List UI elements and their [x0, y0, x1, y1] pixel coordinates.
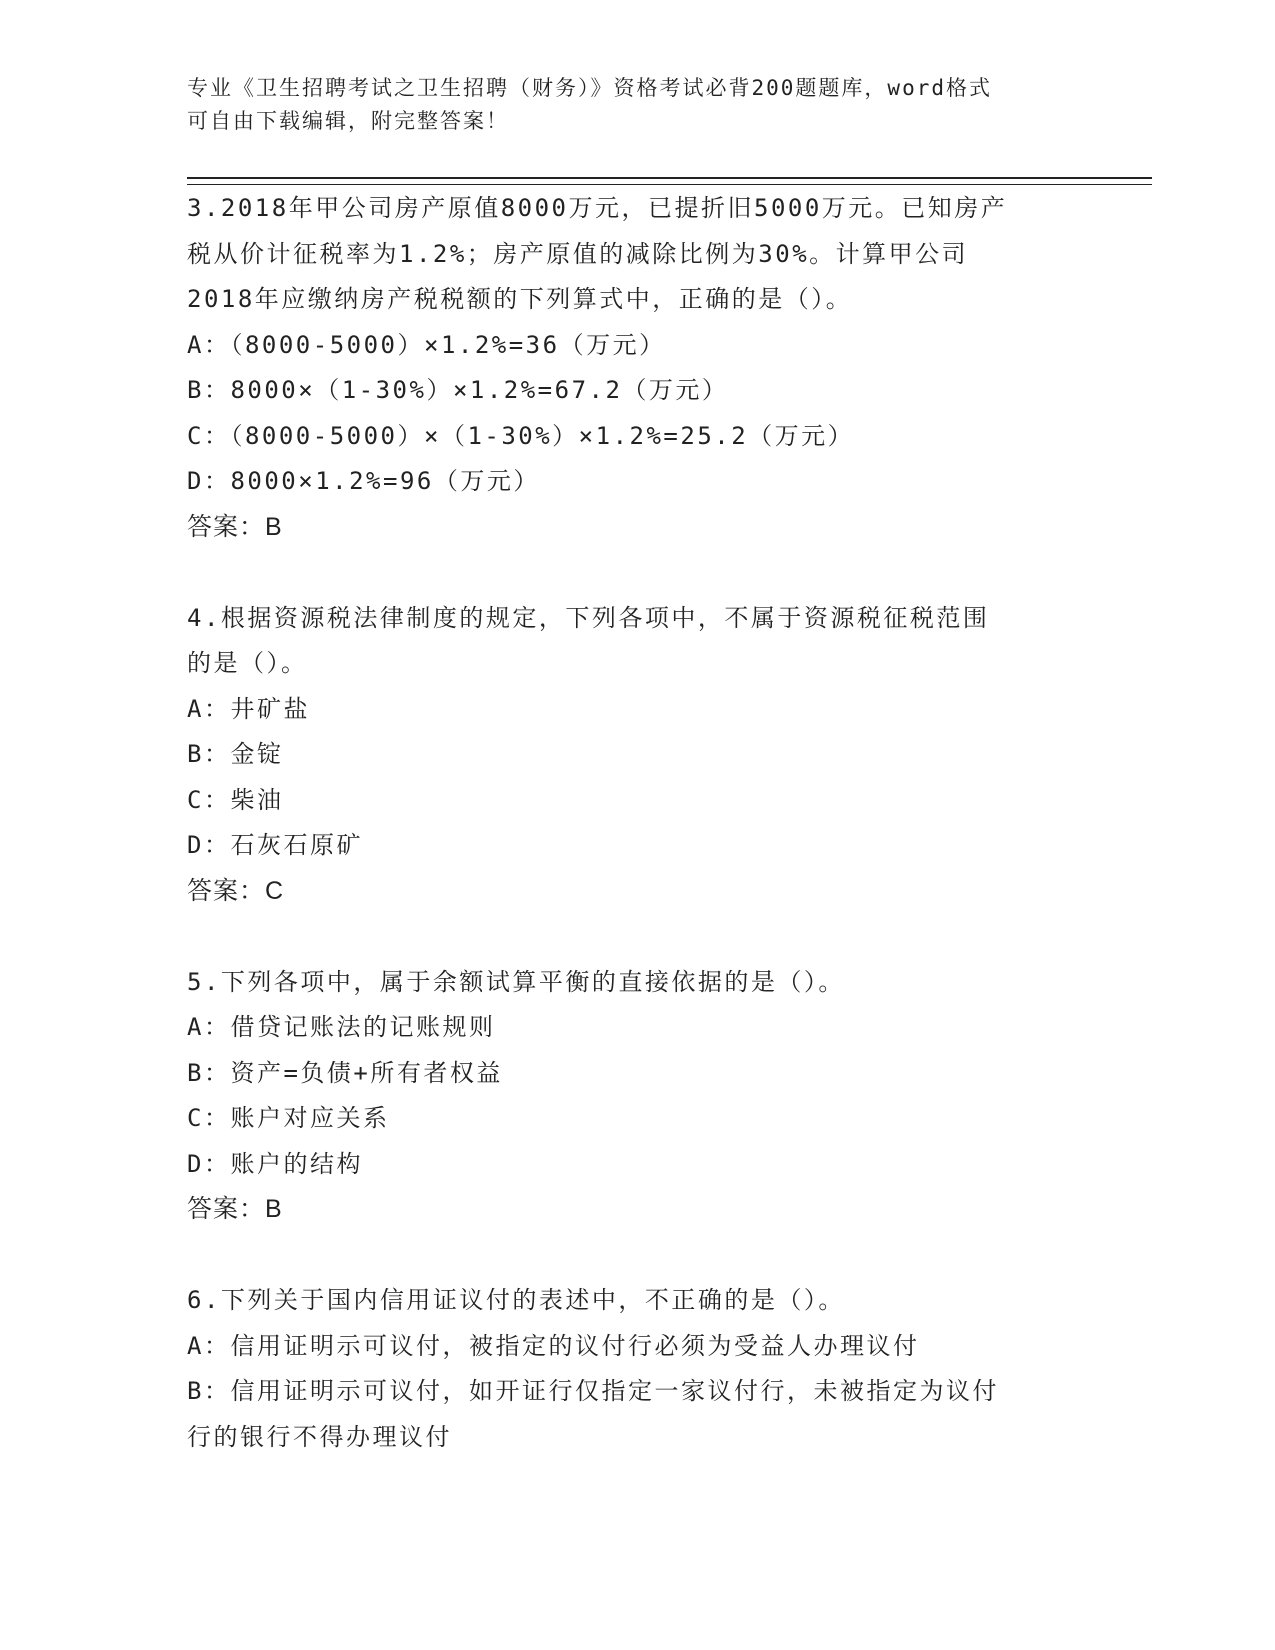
- option-a: A：（8000-5000）×1.2%=36（万元）: [187, 330, 666, 359]
- question-spacer: [187, 1233, 1087, 1279]
- option-a: A：信用证明示可议付，被指定的议付行必须为受益人办理议付: [187, 1331, 920, 1360]
- option-c: C：（8000-5000）×（1-30%）×1.2%=25.2（万元）: [187, 421, 855, 450]
- option-a: A：井矿盐: [187, 694, 310, 723]
- option-c: C：账户对应关系: [187, 1104, 390, 1132]
- header-line-2: 可自由下载编辑，附完整答案！: [187, 109, 509, 133]
- answer: 答案：B: [187, 1195, 283, 1223]
- question-5: [187, 960, 1087, 1233]
- option-b: B：金锭: [187, 740, 284, 768]
- header-divider-thin: [187, 184, 1152, 185]
- answer: 答案：C: [187, 876, 285, 905]
- option-b: B：8000×（1-30%）×1.2%=67.2（万元）: [187, 376, 729, 404]
- option-a: A：借贷记账法的记账规则: [187, 1013, 496, 1041]
- option-c: C：柴油: [187, 785, 284, 814]
- question-spacer: [187, 914, 1087, 960]
- option-b: B：信用证明示可议付，如开证行仅指定一家议付行，未被指定为议付: [187, 1377, 999, 1405]
- question-stem-line: 税从价计征税率为1.2%；房产原值的减除比例为30%。计算甲公司: [187, 239, 969, 268]
- question-4: [187, 596, 1087, 915]
- answer: 答案：B: [187, 512, 283, 541]
- question-3: [187, 186, 1087, 550]
- option-d: D：账户的结构: [187, 1149, 363, 1178]
- question-stem-line: 4.根据资源税法律制度的规定，下列各项中，不属于资源税征税范围: [187, 603, 990, 632]
- question-stem-line: 的是（）。: [187, 649, 308, 677]
- question-stem-line: 3.2018年甲公司房产原值8000万元，已提折旧5000万元。已知房产: [187, 194, 1008, 222]
- document-header: [187, 72, 1067, 138]
- option-d: D：8000×1.2%=96（万元）: [187, 467, 540, 495]
- question-stem-line: 5.下列各项中，属于余额试算平衡的直接依据的是（）。: [187, 967, 845, 996]
- question-spacer: [187, 550, 1087, 596]
- question-stem-line: 6.下列关于国内信用证议付的表述中，不正确的是（）。: [187, 1286, 845, 1314]
- question-list: [187, 186, 1087, 1460]
- header-line-1: 专业《卫生招聘考试之卫生招聘（财务）》资格考试必背200题题库，word格式: [187, 76, 992, 100]
- header-divider-thick: [187, 177, 1152, 179]
- option-d: D：石灰石原矿: [187, 831, 363, 859]
- question-6: [187, 1278, 1087, 1460]
- question-stem-line: 2018年应缴纳房产税税额的下列算式中，正确的是（）。: [187, 285, 853, 313]
- option-b: B：资产=负债+所有者权益: [187, 1058, 503, 1087]
- option-b-continued: 行的银行不得办理议付: [187, 1422, 452, 1451]
